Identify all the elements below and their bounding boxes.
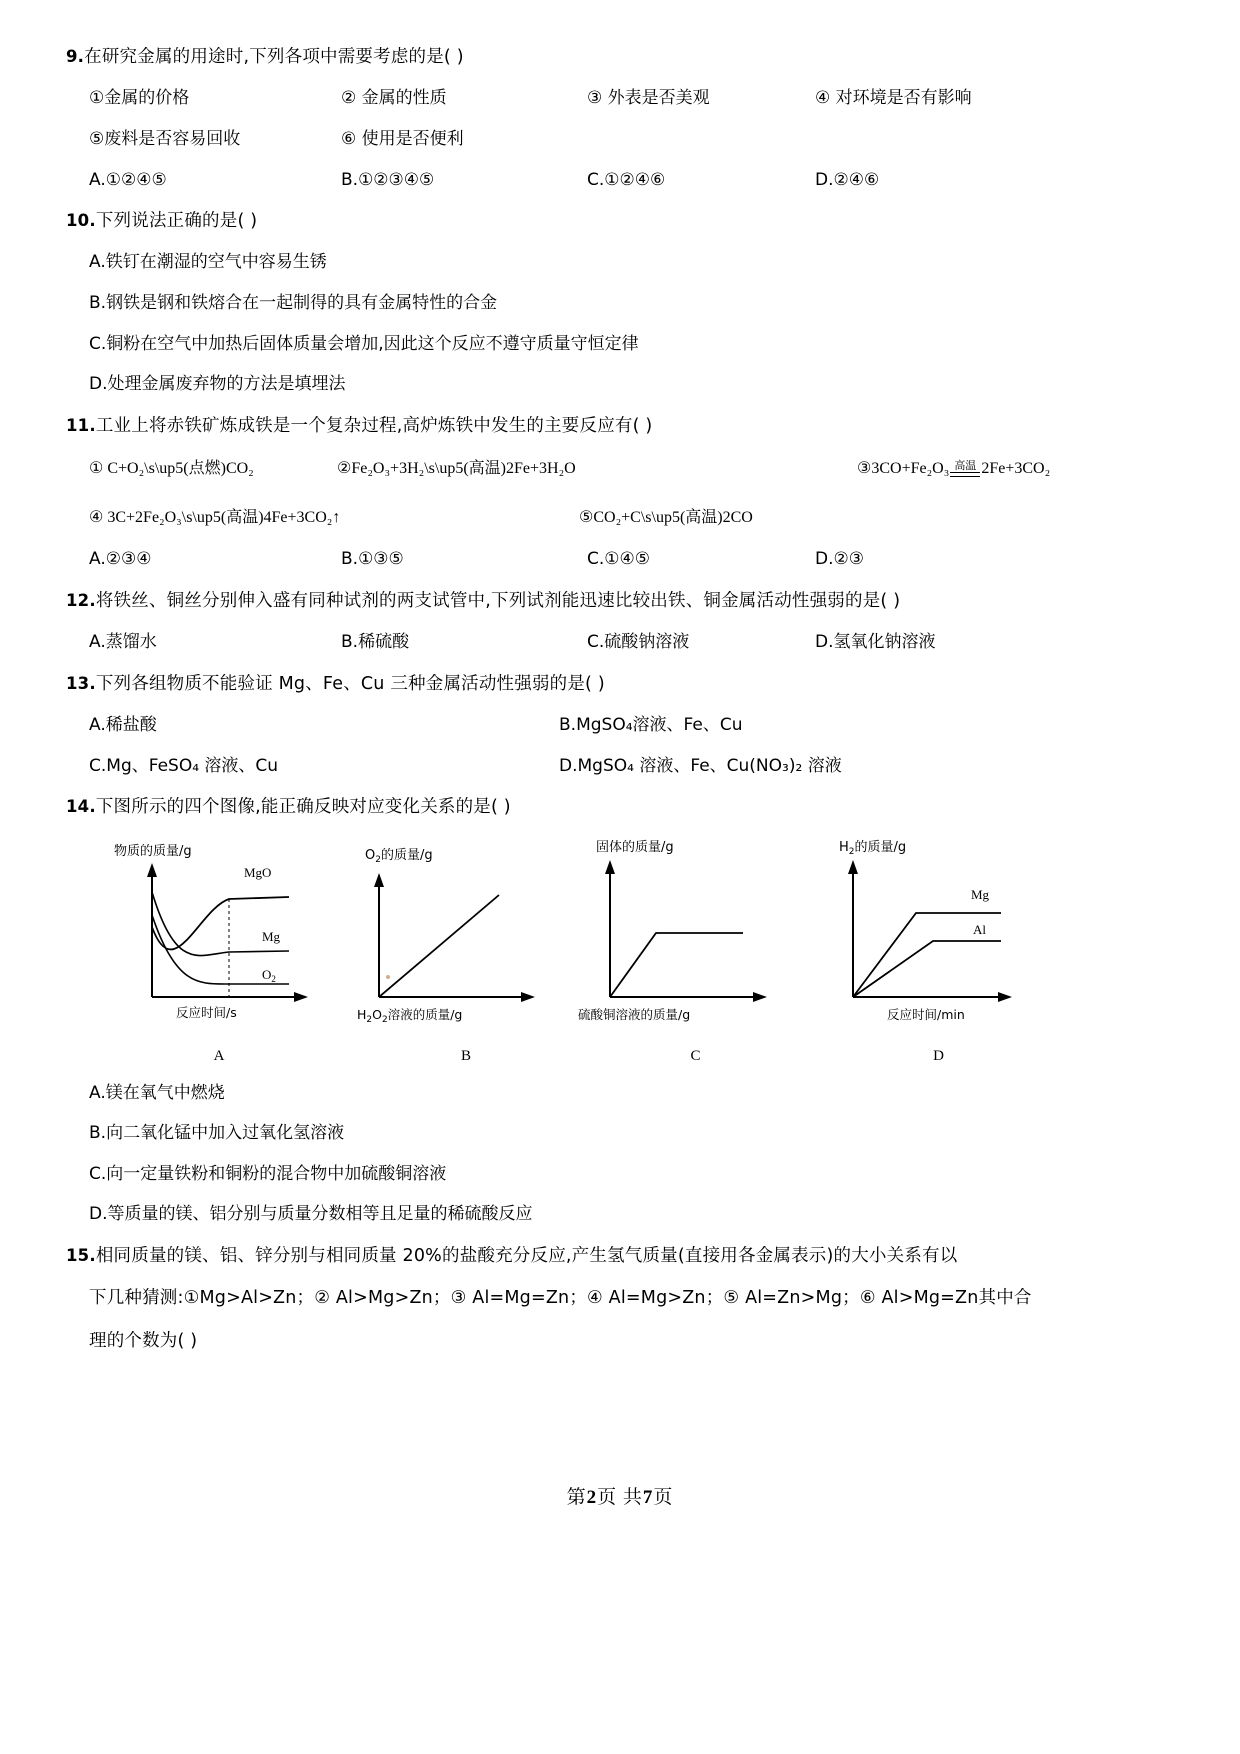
- figure-c-xlabel-text: 硫酸铜溶液的质量/g: [578, 1006, 691, 1022]
- question-9-options: [66, 168, 1176, 193]
- question-11-stem: [66, 413, 1176, 439]
- figure-d: [821, 837, 1056, 1065]
- footer-total-pages: 7: [642, 1487, 654, 1508]
- question-10-text: 下列说法正确的是( ): [95, 211, 258, 232]
- question-13-options-row-2: [66, 754, 1176, 779]
- question-15: [66, 1243, 1176, 1354]
- figure-a-caption: A: [213, 1047, 225, 1064]
- question-9-option-c[interactable]: C.①②④⑥: [587, 169, 666, 190]
- figure-b-plot: [351, 837, 581, 1042]
- question-9-option-d[interactable]: D.②④⑥: [815, 169, 880, 190]
- figure-a-series-label-mgo: MgO: [244, 864, 272, 880]
- question-10-option-c[interactable]: C.铜粉在空气中加热后固体质量会增加,因此这个反应不遵守质量守恒定律: [89, 333, 639, 354]
- question-11-equation-4: [89, 504, 579, 527]
- question-9-stem: [66, 44, 1176, 70]
- equation-1-label: ①: [89, 460, 104, 478]
- question-12-text: 将铁丝、铜丝分别伸入盛有同种试剂的两支试管中,下列试剂能迅速比较出铁、铜金属活动性强弱的是( ): [95, 590, 901, 611]
- question-9-items-row-1: [66, 86, 1176, 111]
- double-line-arrow-icon: [950, 472, 980, 477]
- figure-c-plot: [578, 837, 813, 1042]
- question-11: [66, 413, 1176, 572]
- question-10-option-d[interactable]: D.处理金属废弃物的方法是填埋法: [89, 374, 346, 395]
- question-14-number: 14.: [66, 797, 96, 817]
- figure-c-caption: C: [690, 1047, 701, 1064]
- question-15-stem-line-2: 下几种猜测:①Mg>Al>Zn；② Al>Mg>Zn；③ Al=Mg=Zn；④ Al=Mg>Zn；⑤ Al=Zn>Mg；⑥ Al>Mg=Zn其中合: [89, 1288, 1032, 1309]
- question-9-option-a[interactable]: A.①②④⑤: [89, 169, 167, 190]
- question-15-stem-line-3: 理的个数为( ): [89, 1330, 198, 1351]
- page-content: [66, 44, 1176, 1370]
- question-10-option-b[interactable]: B.钢铁是钢和铁熔合在一起制得的具有金属特性的合金: [89, 293, 498, 314]
- question-11-option-d[interactable]: D.②③: [815, 549, 864, 570]
- equation-5-text: CO₂+C\s\up5(高温)2CO: [593, 509, 753, 527]
- question-9-item-4: ④ 对环境是否有影响: [815, 88, 972, 109]
- figure-b: [351, 837, 581, 1065]
- equation-3-label: ③: [857, 460, 872, 478]
- figure-d-series-label-al: Al: [973, 921, 986, 937]
- scan-artifact: [386, 975, 390, 979]
- figure-a-series-label-mg: Mg: [262, 928, 281, 944]
- question-14-option-a[interactable]: A.镁在氧气中燃烧: [89, 1082, 225, 1103]
- figure-c: [578, 837, 813, 1065]
- figure-d-xlabel-text: 反应时间/min: [887, 1006, 965, 1022]
- footer-page-number: 2: [586, 1487, 598, 1508]
- question-12-stem: [66, 588, 1176, 614]
- question-9-item-6: ⑥ 使用是否便利: [341, 128, 464, 149]
- equation-4-text: 3C+2Fe₂O₃\s\up5(高温)4Fe+3CO₂↑: [107, 509, 341, 527]
- figure-a: [104, 837, 334, 1065]
- question-12-option-c[interactable]: C.硫酸钠溶液: [587, 632, 690, 653]
- figure-b-ylabel-text: $O_2$的质量/g: [365, 847, 433, 865]
- figure-a-ylabel-text: 物质的质量/g: [114, 843, 192, 859]
- question-13-option-d[interactable]: D.MgSO₄ 溶液、Fe、Cu(NO₃)₂ 溶液: [559, 755, 842, 776]
- figure-b-xlabel-text: $H_2O_2$溶液的质量/g: [357, 1006, 463, 1025]
- question-14-stem: [66, 794, 1176, 820]
- figure-d-caption: D: [933, 1047, 944, 1064]
- question-11-option-a[interactable]: A.②③④: [89, 549, 152, 570]
- figure-d-ylabel-text: $H_2$的质量/g: [839, 839, 907, 857]
- question-13-option-b[interactable]: B.MgSO₄溶液、Fe、Cu: [559, 715, 743, 736]
- figure-a-series-label-o2: $O_2$: [262, 966, 276, 984]
- question-9-item-5: ⑤废料是否容易回收: [89, 128, 241, 149]
- equation-4-label: ④: [89, 509, 104, 527]
- question-9-item-1: ①金属的价格: [89, 88, 190, 109]
- figure-a-xlabel-text: 反应时间/s: [176, 1004, 237, 1020]
- question-12-options: [66, 630, 1176, 655]
- question-14-text: 下图所示的四个图像,能正确反映对应变化关系的是( ): [95, 797, 511, 818]
- page-footer: [0, 1482, 1240, 1509]
- question-11-equation-row-2: [66, 504, 1176, 527]
- equation-3-text-after: 2Fe+3CO₂: [981, 460, 1051, 478]
- question-11-option-c[interactable]: C.①④⑤: [587, 549, 650, 570]
- footer-prefix: 第: [566, 1487, 587, 1508]
- footer-middle: 页 共: [597, 1487, 643, 1508]
- question-12-option-b[interactable]: B.稀硫酸: [341, 632, 410, 653]
- question-11-equation-row-1: [66, 455, 1176, 478]
- equation-2-label: ②: [337, 460, 352, 478]
- equation-2-text: Fe₂O₃+3H₂\s\up5(高温)2Fe+3H₂O: [351, 460, 576, 478]
- question-12-option-a[interactable]: A.蒸馏水: [89, 632, 157, 653]
- question-9-number: 9.: [66, 47, 85, 66]
- question-14-option-b[interactable]: B.向二氧化锰中加入过氧化氢溶液: [89, 1123, 345, 1144]
- question-10-stem: [66, 208, 1176, 234]
- question-14-option-c[interactable]: C.向一定量铁粉和铜粉的混合物中加硫酸铜溶液: [89, 1163, 447, 1184]
- question-11-equation-3: [857, 458, 1050, 478]
- equation-3-text: 3CO+Fe₂O₃: [871, 460, 950, 478]
- question-9-items-row-2: [66, 127, 1176, 152]
- question-15-number: 15.: [66, 1246, 96, 1266]
- figure-b-caption: B: [460, 1047, 471, 1064]
- question-9-item-2: ② 金属的性质: [341, 88, 447, 109]
- figure-d-series-label-mg: Mg: [971, 886, 990, 902]
- question-11-equation-2: [337, 455, 857, 478]
- figure-d-plot: [821, 837, 1056, 1042]
- question-10-option-a[interactable]: A.铁钉在潮湿的空气中容易生锈: [89, 252, 327, 273]
- question-10-number: 10.: [66, 211, 96, 231]
- question-11-equation-5: [579, 504, 753, 527]
- question-11-number: 11.: [66, 415, 96, 435]
- equation-5-label: ⑤: [579, 509, 594, 527]
- question-13-option-c[interactable]: C.Mg、FeSO₄ 溶液、Cu: [89, 755, 279, 776]
- question-14-figures: [66, 837, 1176, 1069]
- question-11-equation-1: [89, 455, 337, 478]
- question-13-text: 下列各组物质不能验证 Mg、Fe、Cu 三种金属活动性强弱的是( ): [95, 673, 605, 694]
- question-15-stem-line-1: [66, 1243, 1176, 1269]
- question-14: [66, 794, 1176, 1227]
- question-13-options-row-1: [66, 713, 1176, 738]
- question-15-text-1: 相同质量的镁、铝、锌分别与相同质量 20%的盐酸充分反应,产生氢气质量(直接用各金属表示)的大小关系有以: [95, 1246, 958, 1267]
- reaction-condition-icon: [950, 460, 980, 477]
- question-12-option-d[interactable]: D.氢氧化钠溶液: [815, 632, 936, 653]
- question-13-option-a[interactable]: A.稀盐酸: [89, 715, 157, 736]
- question-10: [66, 208, 1176, 397]
- question-11-options: [66, 547, 1176, 572]
- figure-a-plot: [104, 837, 334, 1042]
- question-13-number: 13.: [66, 673, 96, 693]
- question-9-item-3: ③ 外表是否美观: [587, 88, 710, 109]
- question-9-text: 在研究金属的用途时,下列各项中需要考虑的是( ): [84, 47, 464, 67]
- question-9-option-b[interactable]: B.①②③④⑤: [341, 169, 435, 190]
- question-12-number: 12.: [66, 590, 96, 610]
- footer-suffix: 页: [653, 1487, 674, 1508]
- figure-c-ylabel-text: 固体的质量/g: [596, 839, 674, 855]
- question-13-stem: [66, 671, 1176, 697]
- question-14-option-d[interactable]: D.等质量的镁、铝分别与质量分数相等且足量的稀硫酸反应: [89, 1204, 533, 1225]
- question-11-option-b[interactable]: B.①③⑤: [341, 549, 404, 570]
- question-11-text: 工业上将赤铁矿炼成铁是一个复杂过程,高炉炼铁中发生的主要反应有( ): [95, 415, 653, 436]
- question-12: [66, 588, 1176, 655]
- equation-3-condition: 高温: [954, 459, 977, 473]
- question-13: [66, 671, 1176, 779]
- question-9: [66, 44, 1176, 192]
- equation-1-text: C+O₂\s\up5(点燃)CO₂: [107, 460, 254, 478]
